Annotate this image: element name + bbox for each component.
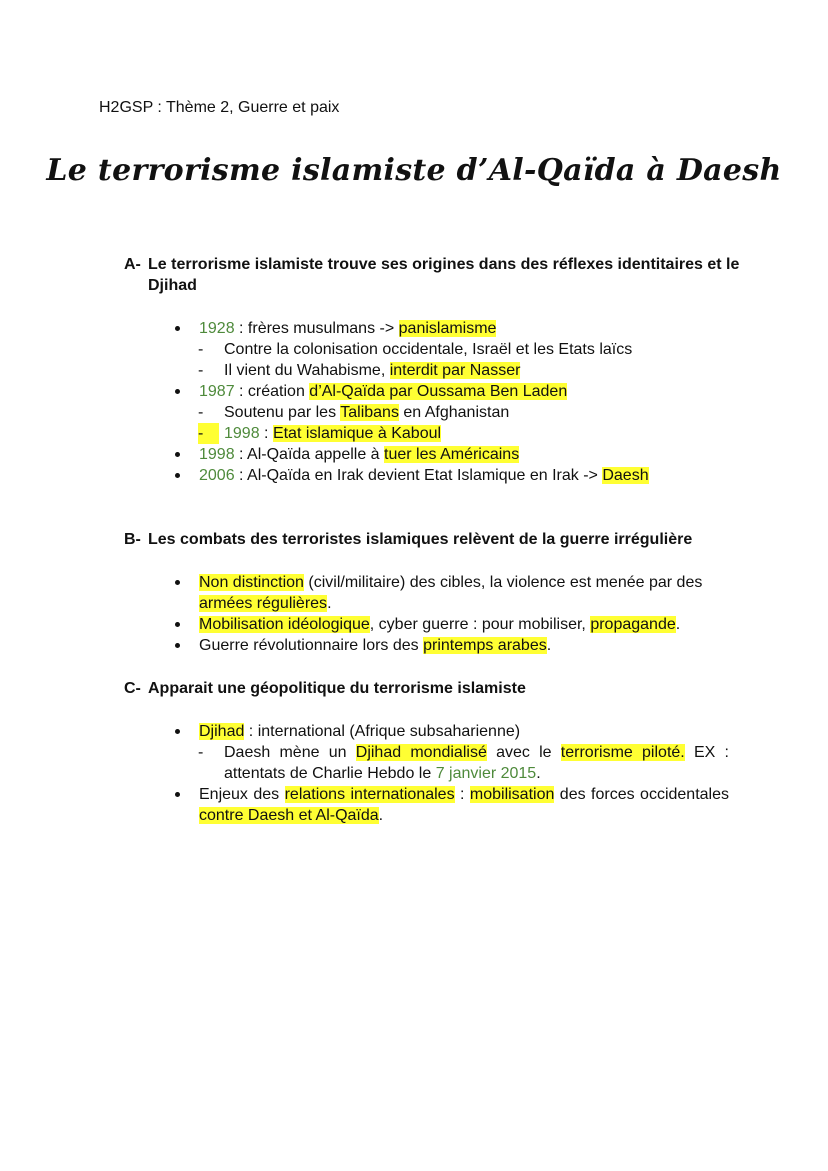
item-text: des forces occidentales [554,786,729,803]
item-text: . [536,765,541,782]
highlight: Talibans [340,404,399,421]
section-title: Apparait une géopolitique du terrorisme islamiste [148,680,526,697]
section-letter: C- [124,680,141,697]
list-item [124,465,729,486]
highlight: panislamisme [398,320,497,337]
highlight: interdit par Nasser [389,362,521,379]
item-text: : Al-Qaïda appelle à [234,446,385,463]
sub-item [124,360,729,381]
item-text: EX : attentats de Charlie Hebdo le [224,744,729,782]
list-item [124,572,729,614]
item-text: : [259,425,273,442]
highlight: Non distinction [199,574,304,591]
sub-item [124,402,729,423]
highlight: Etat islamique à Kaboul [272,425,442,442]
item-text: Il vient du Wahabisme, [224,362,390,379]
highlight: relations internationales [284,786,455,803]
dash-marker: - [198,341,204,358]
list-item [124,721,729,742]
list-item [124,444,729,465]
dash-marker: - [198,362,204,379]
date: 1987 [199,383,235,400]
section-c [124,678,744,826]
course-header: H2GSP : Thème 2, Guerre et paix [99,99,340,116]
section-b-heading [124,529,744,550]
dash-marker: - [198,404,204,421]
list-item [124,318,729,339]
item-text: . [327,595,332,612]
item-text: , cyber guerre : pour mobiliser, [369,616,591,633]
highlight: Djihad mondialisé [355,744,487,761]
highlight: propagande [590,616,676,633]
highlight: Daesh [602,467,649,484]
section-letter: A- [124,256,141,273]
item-text: : frères musulmans -> [234,320,399,337]
item-text: : [454,786,470,803]
list-item [124,614,729,635]
item-text: : Al-Qaïda en Irak devient Etat Islamique en Irak -> [234,467,603,484]
item-text: Contre la colonisation occidentale, Israël et les Etats laïcs [224,341,633,358]
list-item [124,784,729,826]
item-text: Enjeux des [199,786,285,803]
section-title: Le terrorisme islamiste trouve ses origines dans des réflexes identitaires et le Djihad [148,256,740,294]
sub-item [124,339,729,360]
section-a [124,254,744,486]
section-b-list [124,572,744,656]
sub-item [124,423,729,444]
item-text: : création [234,383,310,400]
highlight: d’Al-Qaïda par Oussama Ben Laden [309,383,568,400]
item-text: Soutenu par les [224,404,341,421]
section-b [124,529,744,656]
section-c-list [124,721,744,826]
highlight: tuer les Américains [384,446,520,463]
section-letter: B- [124,531,141,548]
section-a-list [124,318,744,486]
date: 2006 [199,467,235,484]
dash-marker: - [198,423,219,444]
highlight: Djihad [199,723,245,740]
page-title: Le terrorisme islamiste d’Al-Qaïda à Daesh [46,153,782,188]
highlight: printemps arabes [423,637,547,654]
highlight: terrorisme piloté. [560,744,685,761]
list-item [124,635,729,656]
item-text: . [378,807,384,824]
item-text: . [546,637,552,654]
sub-item [124,742,729,784]
section-a-heading [124,254,744,296]
highlight: Mobilisation idéologique [199,616,370,633]
date: 1998 [199,446,235,463]
item-text: (civil/militaire) des cibles, la violence est menée par des [303,574,703,591]
item-text: Daesh mène un [224,744,356,761]
item-text: . [675,616,681,633]
highlight: armées régulières [199,595,328,612]
section-c-heading [124,678,744,699]
item-text: Guerre révolutionnaire lors des [199,637,424,654]
section-title: Les combats des terroristes islamiques relèvent de la guerre irrégulière [148,531,693,548]
item-text: avec le [486,744,561,761]
date: 1928 [199,320,235,337]
item-text: en Afghanistan [398,404,510,421]
highlight: mobilisation [469,786,555,803]
item-text: : international (Afrique subsaharienne) [244,723,521,740]
highlight: contre Daesh et Al-Qaïda [199,807,379,824]
dash-marker: - [198,744,204,761]
date: 1998 [224,425,260,442]
date: 7 janvier 2015 [435,765,537,782]
list-item [124,381,729,402]
